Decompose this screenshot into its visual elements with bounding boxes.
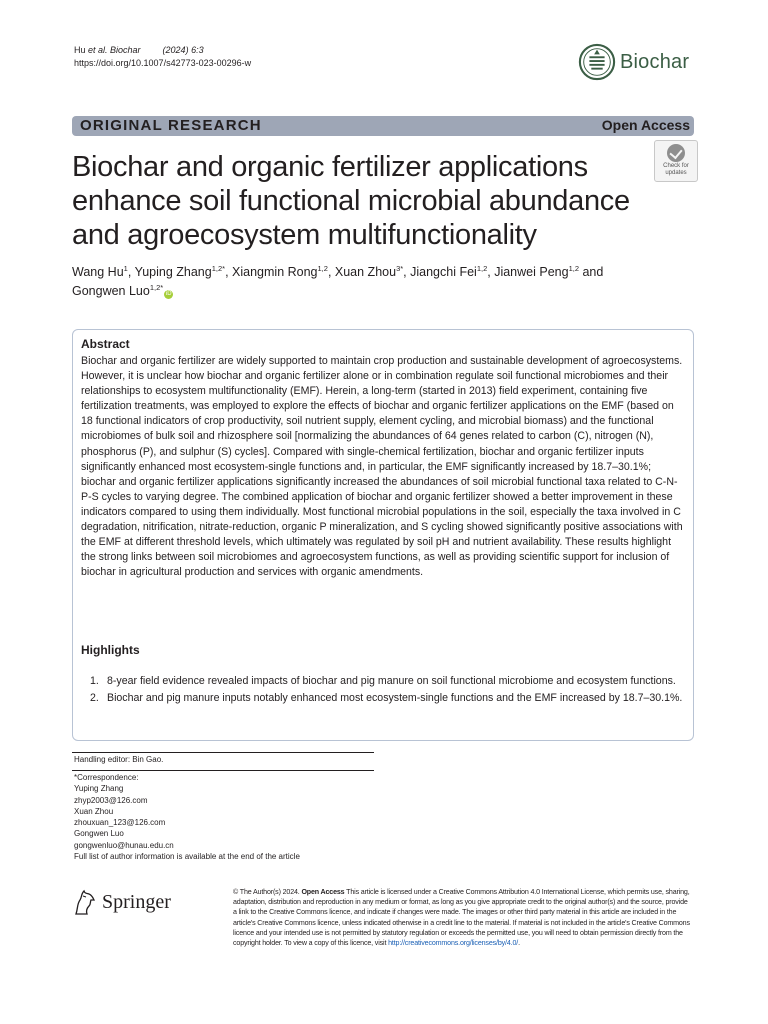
open-access-label: Open Access [601, 117, 690, 133]
journal-name: Biochar [620, 50, 690, 73]
orcid-icon[interactable]: iD [165, 291, 172, 297]
author[interactable]: Wang Hu$^1$ [72, 264, 128, 279]
publisher-logo [72, 888, 171, 916]
journal-logo [578, 42, 698, 82]
author[interactable]: Jiangchi Fei$^{1,2}$ [410, 264, 488, 279]
check-updates-icon [667, 144, 685, 162]
author[interactable]: Jianwei Peng$^{1,2}$ [494, 264, 579, 279]
footnote-divider [72, 770, 374, 771]
author-list: Wang Hu$^1$, Yuping Zhang$^{1,2*}$, Xiangmin Rong$^{1,2}$, Xuan Zhou$^{3*}$, Jiangchi Fei$^{1,2}$, Jianwei Peng$^{1,2}$ and Gongwen Luo$^{1,2*}$iD [72, 264, 604, 298]
footnote-divider [72, 752, 374, 753]
abstract-text: Biochar and organic fertilizer are widely supported to maintain crop production and sustainable development of agroecosystems. However, it is unclear how biochar and organic fertilizer alone or in combination regulate soil functional microbiomes and their relationships to ecosystem multifunctionality (EMF). Herein, a long-term (started in 2013) field experiment, containing five fertilization treatments, was employed to explore the effects of biochar and organic fertilizer applications on the EMF (based on 18 functional indicators of crop productivity, soil nutrient supply, element cycling, and microbial biomass) and the functional microbiomes of bulk soil and rhizosphere soil [normalizing the abundances of 64 genes related to carbon (C), nitrogen (N), phosphorus (P), and sulphur (S) cycles]. Compared with single-chemical fertilization, biochar and organic fertilizer inputs significantly enhanced most ecosystem-single functions and, in particular, the EMF significantly increased by 18.7–30.1%; biochar and organic fertilizer applications significantly increased the abundances of soil microbial functional taxa related to C-N-P-S cycles to varying degree. The combined application of biochar and organic fertilizer showed a better improvement in these indicators compared to using them individually. Most functional microbial populations in the soil, especially the taxa involved in C degradation, nitrification, nitrate-reduction, organic P mineralization, and S cycling showed significantly positive associations with the EMF at different threshold levels, which ultimately was regulated by soil pH and nutrient availability. These results highlight the strong links between soil microbiomes and agroecosystem functions, as well as providing scientific support for inclusion of biochar in agricultural production and services with organic amendments. [81, 355, 683, 579]
correspondence-label: *Correspondence: [74, 773, 139, 782]
correspondence-email[interactable]: zhyp2003@126.com [74, 795, 148, 805]
article-type-label: ORIGINAL RESEARCH [80, 117, 262, 134]
authors-conjunction: and [582, 265, 604, 279]
license-text: © The Author(s) 2024. Open Access This article is licensed under a Creative Commons Attribution 4.0 International License, which permits use, sharing, adaptation, distribution and reproduction in any medium or format, as long as you give appropriate credit to the original author(s) and the source, provide a link to the Creative Commons licence, and indicate if changes were made. The images or other third party material in this article are included in the article's Creative Commons licence, unless indicated otherwise in a credit line to the material. If material is not included in the article's Creative Commons licence and your intended use is not permitted by statutory regulation or exceeds the permitted use, you will need to obtain permission directly from the copyright holder. To view a copy of this licence, visit http://creativecommons.org/licenses/by/4.0/. [233, 888, 690, 948]
license-link[interactable]: http://creativecommons.org/licenses/by/4.0/ [388, 939, 519, 948]
citation-line [74, 44, 251, 57]
author[interactable]: Yuping Zhang$^{1,2*}$ [134, 264, 226, 279]
correspondence-email[interactable]: gongwenluo@hunau.edu.cn [74, 840, 174, 850]
handling-editor: Handling editor: Bin Gao. [74, 755, 164, 764]
author[interactable]: Xuan Zhou$^{3*}$ [334, 264, 404, 279]
correspondence-name: Yuping Zhang [74, 784, 124, 794]
citation-authors: Hu [74, 45, 89, 55]
correspondence-block [74, 772, 300, 862]
author[interactable]: Gongwen Luo$^{1,2*}$ [72, 283, 164, 298]
correspondence-email[interactable]: zhouxuan_123@126.com [74, 818, 166, 828]
citation-journal: et al. Biochar [88, 45, 141, 55]
correspondence-name: Xuan Zhou [74, 806, 114, 816]
correspondence-name: Gongwen Luo [74, 829, 124, 839]
springer-horse-icon [72, 888, 98, 916]
highlights-list [88, 674, 686, 708]
check-updates-line1: Check for [663, 163, 689, 169]
biochar-emblem-icon [578, 43, 616, 81]
check-for-updates-button[interactable] [654, 140, 698, 182]
citation [74, 44, 251, 70]
list-item: 2. Biochar and pig manure inputs notably enhanced most ecosystem-single functions and the EMF increased by 18.7–30.1%. [90, 692, 683, 704]
list-item: 1. 8-year field evidence revealed impacts of biochar and pig manure on soil functional microbiome and ecosystem functions. [90, 675, 676, 687]
publisher-name: Springer [102, 890, 171, 913]
author[interactable]: Xiangmin Rong$^{1,2}$ [232, 264, 328, 279]
article-title: Biochar and organic fertilizer applications enhance soil functional microbial abundance and agroecosystem multifunctionality [72, 151, 630, 251]
highlights-heading: Highlights [81, 643, 140, 657]
author-info-note: Full list of author information is available at the end of the article [74, 852, 300, 862]
citation-year: (2024) 6:3 [162, 45, 204, 55]
doi-link[interactable]: https://doi.org/10.1007/s42773-023-00296-w [74, 58, 252, 68]
check-updates-line2: updates [665, 170, 687, 176]
abstract-heading: Abstract [81, 337, 130, 351]
